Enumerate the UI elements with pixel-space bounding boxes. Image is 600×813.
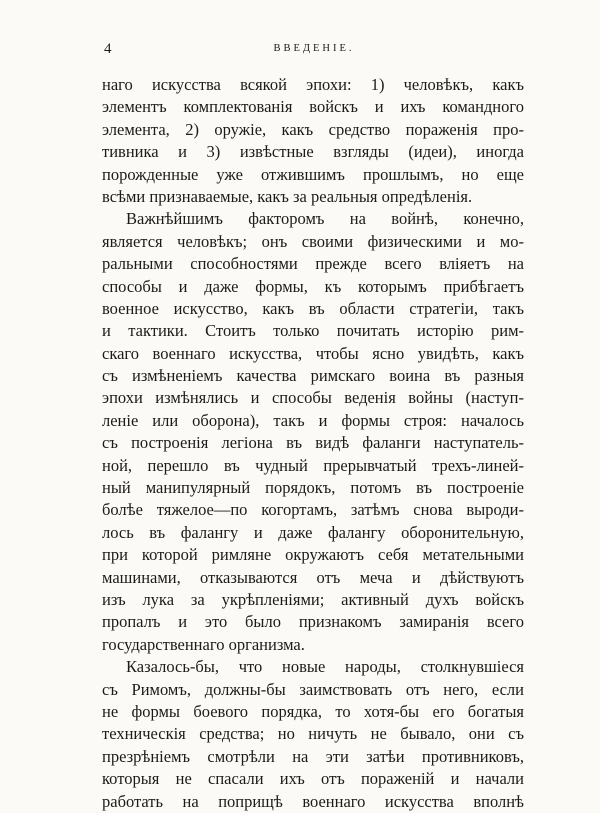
page-number: 4 [104,41,112,57]
text-line: лось въ фалангу и даже фалангу оборонительную, [102,522,524,542]
text-line: способы и даже формы, къ которымъ прибѣгаетъ [102,276,524,296]
text-line: наго искусства всякой эпохи: 1) человѣкъ, какъ [102,75,524,94]
text-line: элементъ комплектованія войскъ и ихъ командного [102,97,524,117]
text-line: военное искусство, какъ въ области стратегіи, такъ [102,298,524,318]
text-line: элемента, 2) оружіе, какъ средство пораженія про- [102,119,524,139]
text-line: съ измѣненіемъ качества римскаго воина въ разныя [102,366,524,386]
text-line: всѣми признаваемые, какъ за реальныя опредѣленія. [102,186,473,206]
text-line: при которой римляне окружаютъ себя метательными [102,545,524,565]
text-line: является человѣкъ; онъ своими физическими и мо- [102,231,524,251]
text-line: презрѣніемъ смотрѣли на эти затѣи противниковъ, [102,746,524,766]
text-line: изъ лука за укрѣпленіями; активный духъ войскъ [102,589,524,609]
text-line: и тактики. Стоитъ только почитать исторію рим- [102,321,524,341]
text-line: государственнаго организма. [102,634,305,654]
text-line: болѣе тяжелое—по когортамъ, затѣмъ снова выроди- [102,500,524,520]
text-line: тивника и 3) извѣстные взгляды (идеи), иногда [102,142,524,162]
text-line: пропалъ и это было признакомъ замиранія всего [102,612,524,632]
text-line: Казалось-бы, что новые народы, столкнувшіеся [126,657,524,677]
body-text [102,74,524,813]
text-line: съ Римомъ, должны-бы заимствовать отъ него, если [102,679,524,699]
text-line: ный манипулярный порядокъ, потомъ въ построеніе [102,478,524,498]
text-line: работать на поприщѣ военнаго искусства вполнѣ [102,791,524,811]
text-line: Важнѣйшимъ факторомъ на войнѣ, конечно, [126,209,524,229]
text-line: машинами, отказываются отъ меча и дѣйствуютъ [102,567,524,587]
text-line: эпохи измѣнялись и способы веденія войны (наступ- [102,388,524,408]
running-title: ВВЕДЕНIЕ. [273,43,355,54]
text-line: ной, перешло въ чудный прерывчатый трехъ-линей- [102,455,524,475]
page-header [104,40,524,58]
text-line: которыя не спасали ихъ отъ пораженій и начали [102,769,524,789]
text-line: не формы боевого порядка, то хотя-бы его богатыя [102,701,524,721]
text-line: съ построенія легіона въ видѣ фаланги наступатель- [102,433,524,453]
text-line: порожденные уже отжившимъ прошлымъ, но еще [102,164,524,184]
text-line: ральными способностями прежде всего вліяетъ на [102,254,524,274]
text-line: леніе или оборона), такъ и формы строя: началось [102,410,524,430]
text-line: скаго военнаго искусства, чтобы ясно увидѣть, какъ [102,343,524,363]
text-line: техническія средства; но ничуть не бывало, они съ [102,724,524,744]
